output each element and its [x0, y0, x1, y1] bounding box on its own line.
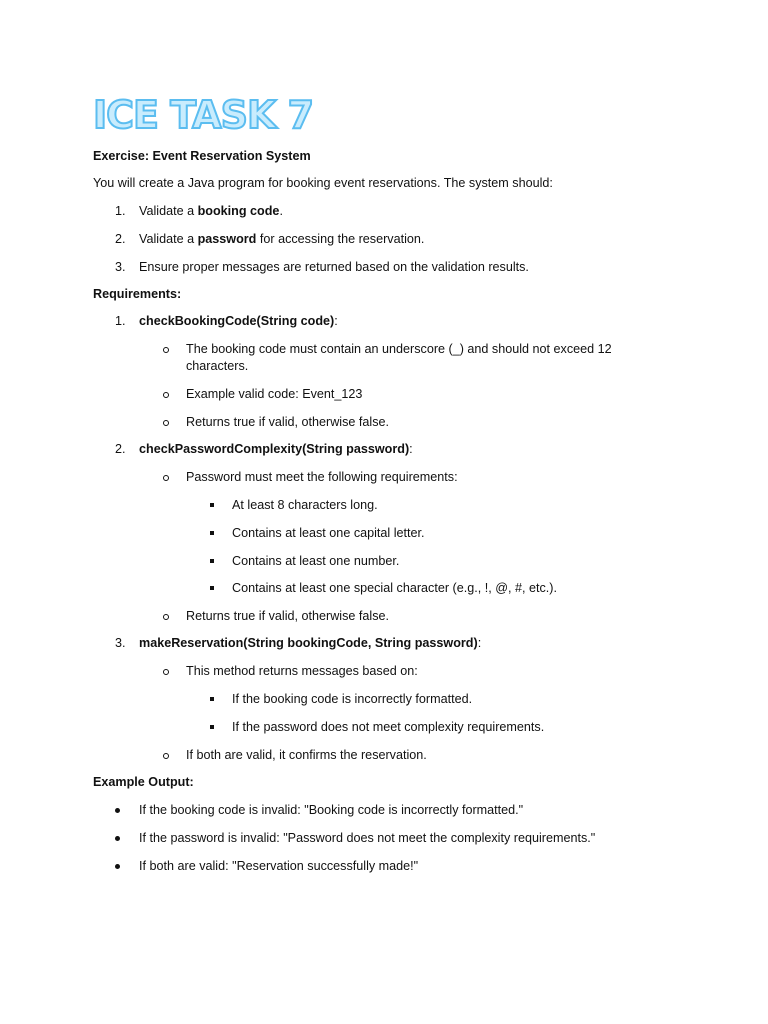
- sub-item-text-cont: characters.: [186, 359, 249, 373]
- output-text: If the password is invalid: "Password does not meet the complexity requirements.": [139, 831, 596, 845]
- method-suffix: :: [334, 314, 338, 328]
- requirement-number: 2.: [115, 442, 126, 456]
- circle-bullet-icon: [163, 753, 169, 759]
- output-item: [93, 830, 693, 847]
- rule-text: Contains at least one number.: [232, 554, 400, 568]
- circle-bullet-icon: [163, 669, 169, 675]
- sub-item-text: Returns true if valid, otherwise false.: [186, 609, 389, 623]
- rule-text: Contains at least one capital letter.: [232, 526, 425, 540]
- sub-item-text: If both are valid, it confirms the reservation.: [186, 748, 427, 762]
- square-bullet-icon: [210, 586, 214, 590]
- square-bullet-icon: [210, 559, 214, 563]
- example-output-heading: Example Output:: [93, 775, 194, 789]
- goal-text: Validate a: [139, 204, 198, 218]
- output-item: [93, 858, 693, 875]
- disc-bullet-icon: [115, 864, 120, 869]
- goal-number: 2.: [115, 232, 126, 246]
- goal-number: 1.: [115, 204, 126, 218]
- goal-item: [93, 231, 693, 248]
- sub-item-text: This method returns messages based on:: [186, 664, 418, 678]
- sub-item: [93, 747, 693, 764]
- sub-item: [93, 608, 693, 625]
- goal-bold: password: [197, 232, 257, 246]
- sub-item: [93, 341, 693, 375]
- method-name: checkBookingCode(String code): [139, 314, 335, 328]
- rule-text: At least 8 characters long.: [232, 498, 378, 512]
- exercise-heading: Exercise: Event Reservation System: [93, 149, 311, 163]
- circle-bullet-icon: [163, 392, 169, 398]
- circle-bullet-icon: [163, 614, 169, 620]
- goal-text: Ensure proper messages are returned based on the validation results.: [139, 260, 529, 274]
- requirement-item: [93, 635, 693, 652]
- sub-item: [93, 386, 693, 403]
- goal-number: 3.: [115, 260, 126, 274]
- square-bullet-icon: [210, 697, 214, 701]
- case-text: If the booking code is incorrectly formatted.: [232, 692, 473, 706]
- goal-text-end: for accessing the reservation.: [256, 232, 425, 246]
- rule-item: [93, 580, 693, 597]
- circle-bullet-icon: [163, 347, 169, 353]
- sub-item: [93, 663, 693, 680]
- case-text: If the password does not meet complexity requirements.: [232, 720, 545, 734]
- goal-item: [93, 203, 693, 220]
- goal-text-end: .: [279, 204, 283, 218]
- disc-bullet-icon: [115, 836, 120, 841]
- requirement-item: [93, 441, 693, 458]
- requirement-item: [93, 313, 693, 330]
- intro-text: You will create a Java program for booking event reservations. The system should:: [93, 176, 553, 190]
- sub-item-text: Returns true if valid, otherwise false.: [186, 415, 389, 429]
- disc-bullet-icon: [115, 808, 120, 813]
- rule-item: [93, 553, 693, 570]
- rule-text: Contains at least one special character (e.g., !, @, #, etc.).: [232, 581, 557, 595]
- goal-item: [93, 259, 693, 276]
- circle-bullet-icon: [163, 420, 169, 426]
- goal-bold: booking code: [197, 204, 280, 218]
- square-bullet-icon: [210, 503, 214, 507]
- case-item: [93, 719, 693, 736]
- case-item: [93, 691, 693, 708]
- square-bullet-icon: [210, 725, 214, 729]
- sub-item-text: Password must meet the following requirements:: [186, 470, 458, 484]
- requirement-number: 1.: [115, 314, 126, 328]
- sub-item: [93, 414, 693, 431]
- sub-item-text: Example valid code: Event_123: [186, 387, 363, 401]
- goal-text: Validate a: [139, 232, 198, 246]
- method-name: makeReservation(String bookingCode, String password): [139, 636, 478, 650]
- document-title: ICE TASK 7: [93, 93, 314, 137]
- method-name: checkPasswordComplexity(String password): [139, 442, 410, 456]
- requirements-heading: Requirements:: [93, 287, 182, 301]
- circle-bullet-icon: [163, 475, 169, 481]
- rule-item: [93, 497, 693, 514]
- square-bullet-icon: [210, 531, 214, 535]
- output-item: [93, 802, 693, 819]
- sub-item: [93, 469, 693, 486]
- requirement-number: 3.: [115, 636, 126, 650]
- rule-item: [93, 525, 693, 542]
- sub-item-text: The booking code must contain an underscore (_) and should not exceed 12: [186, 342, 612, 356]
- method-suffix: :: [409, 442, 413, 456]
- output-text: If the booking code is invalid: "Booking code is incorrectly formatted.": [139, 803, 524, 817]
- document-page: [93, 92, 693, 875]
- method-suffix: :: [477, 636, 482, 650]
- output-text: If both are valid: "Reservation successfully made!": [139, 859, 419, 873]
